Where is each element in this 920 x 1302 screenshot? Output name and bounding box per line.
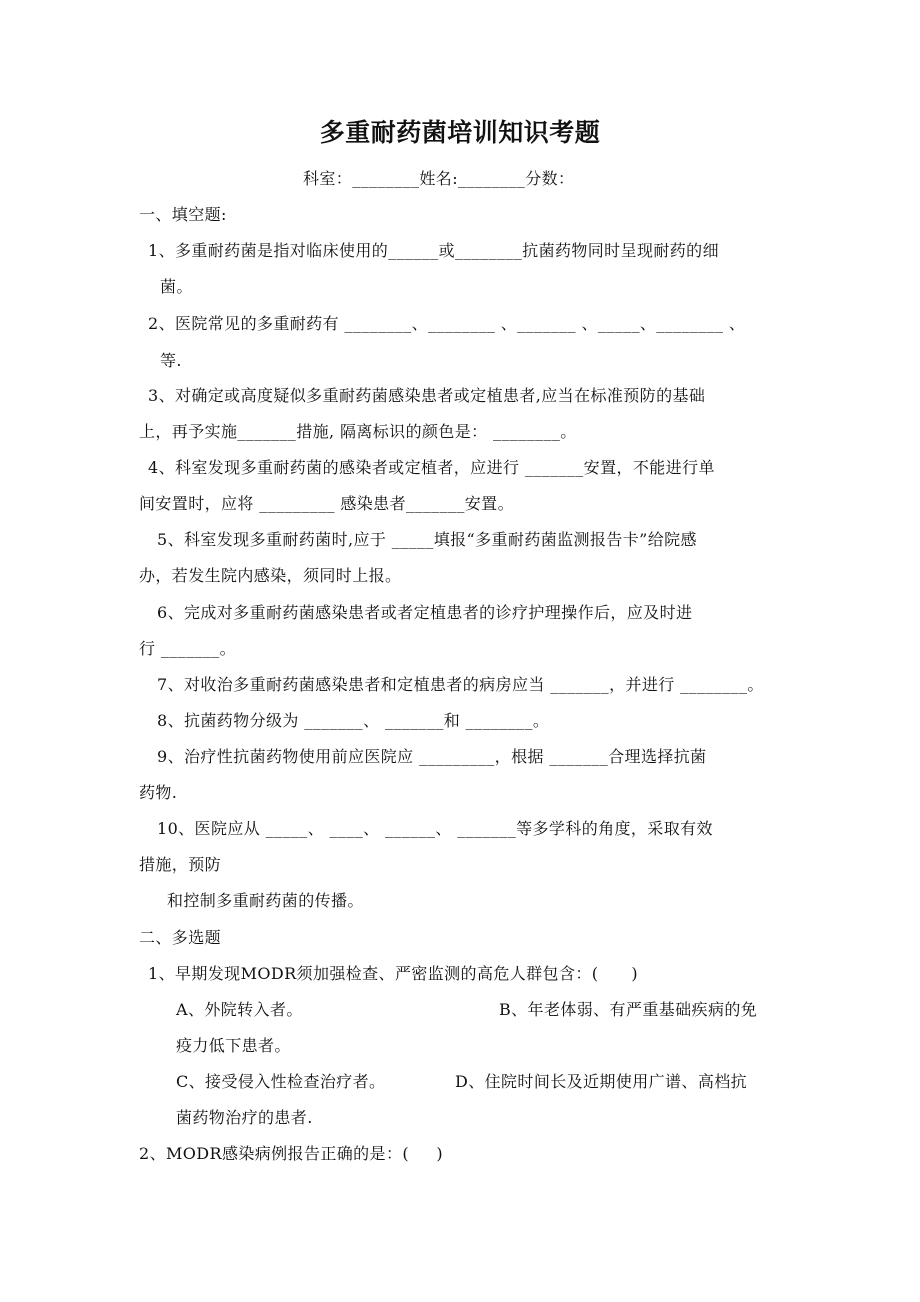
mc-question-1-option-d: D、住院时间长及近期使用广谱、高档抗: [455, 1072, 748, 1091]
question-10-line-2: 措施，预防: [139, 855, 222, 874]
question-10-line-1: 10、医院应从 _____、 ____、 ______、 _______等多学科的角度，采取有效: [157, 819, 713, 838]
question-6-line-1: 6、完成对多重耐药菌感染患者或者定植患者的诊疗护理操作后，应及时进: [157, 603, 693, 622]
question-1-line-1: 1、多重耐药菌是指对临床使用的______或________抗菌药物同时呈现耐药的细: [148, 241, 719, 260]
mc-question-1-option-a: A、外院转入者。: [176, 1000, 303, 1019]
question-6-line-2: 行 _______。: [139, 639, 237, 658]
page-title: 多重耐药菌培训知识考题: [319, 118, 601, 147]
question-4-line-2: 间安置时，应将 _________ 感染患者_______安置。: [139, 494, 514, 513]
question-9-line-1: 9、治疗性抗菌药物使用前应医院应 _________，根据 _______合理选择抗菌: [157, 747, 707, 766]
mc-question-1-option-b: B、年老体弱、有严重基础疾病的免: [499, 1000, 758, 1019]
question-10-line-3: 和控制多重耐药菌的传播。: [167, 891, 364, 910]
question-5-line-1: 5、科室发现多重耐药菌时,应于 _____填报“多重耐药菌监测报告卡”给院感: [157, 530, 697, 549]
section-1-heading: 一、填空题:: [139, 205, 227, 224]
mc-question-1-stem: 1、早期发现MODR须加强检查、严密监测的高危人群包含：( ): [148, 964, 638, 983]
question-8-line-1: 8、抗菌药物分级为 _______、 _______和 ________。: [157, 711, 550, 730]
question-3-line-2: 上，再予实施_______措施, 隔离标识的颜色是： ________。: [139, 422, 577, 441]
question-7-line-1: 7、对收治多重耐药菌感染患者和定植患者的病房应当 _______，并进行 ________。: [157, 675, 764, 694]
question-9-line-2: 药物.: [139, 783, 178, 802]
section-2-heading: 二、多选题: [139, 928, 222, 947]
question-1-line-2: 菌。: [160, 277, 193, 296]
question-4-line-1: 4、科室发现多重耐药菌的感染者或定植者，应进行 _______安置，不能进行单: [148, 458, 715, 477]
question-2-line-2: 等.: [160, 351, 182, 370]
header-fields: 科室：________姓名:________分数：: [303, 169, 575, 188]
mc-question-1-option-c: C、接受侵入性检查治疗者。: [176, 1072, 386, 1091]
mc-question-1-option-d-continued: 菌药物治疗的患者.: [176, 1108, 313, 1127]
question-3-line-1: 3、对确定或高度疑似多重耐药菌感染患者或定植患者,应当在标准预防的基础: [148, 386, 706, 405]
mc-question-1-option-b-continued: 疫力低下患者。: [176, 1036, 291, 1055]
mc-question-2-stem: 2、MODR感染病例报告正确的是：( ): [139, 1144, 444, 1163]
question-5-line-2: 办，若发生院内感染，须同时上报。: [139, 566, 402, 585]
question-2-line-1: 2、医院常见的多重耐药有 ________、________ 、_______ 、_____、________ 、: [148, 314, 746, 333]
